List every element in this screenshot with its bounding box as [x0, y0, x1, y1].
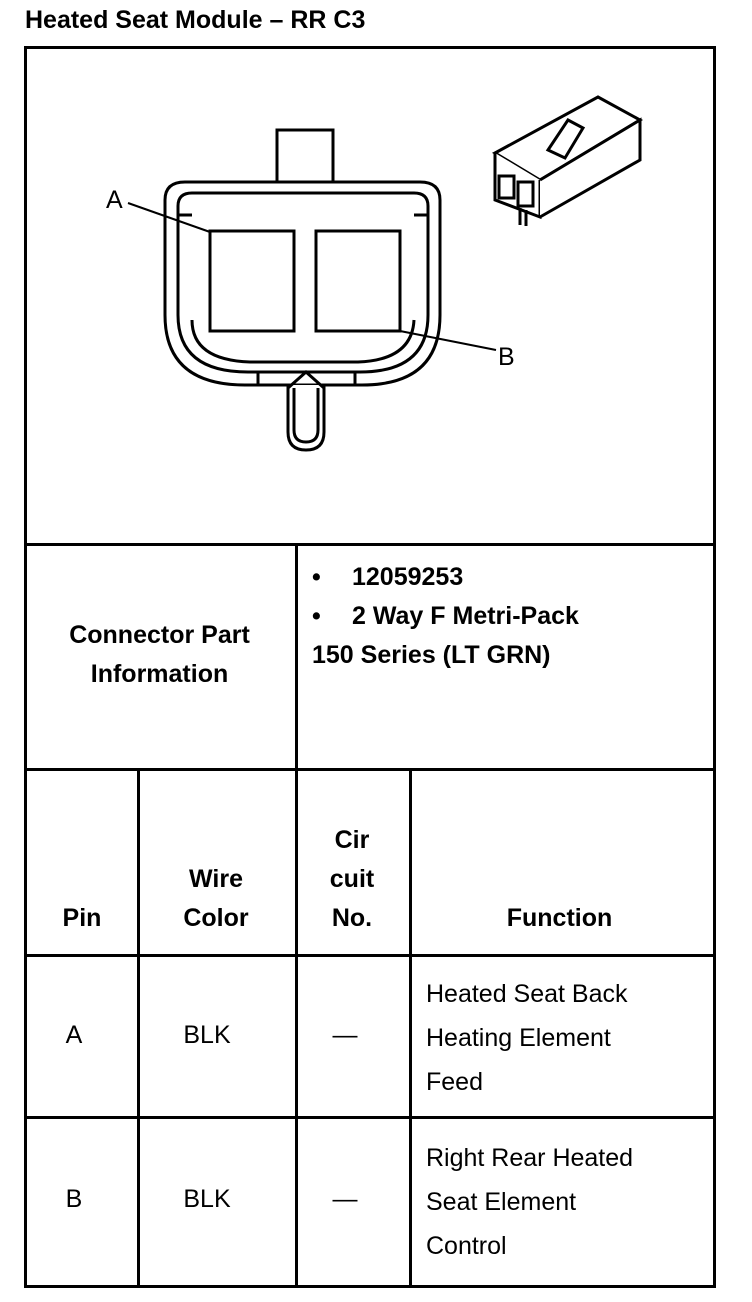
divider-info-vertical — [295, 543, 298, 768]
page-title: Heated Seat Module – RR C3 — [25, 6, 366, 34]
part-number-item — [312, 558, 702, 597]
header-wire-line1: Wire — [189, 865, 243, 893]
header-circuit-line3: No. — [331, 904, 373, 932]
row-b-function-line3: Control — [426, 1232, 507, 1260]
row-b-pin: B — [65, 1185, 83, 1213]
bullet-icon: • — [312, 602, 321, 630]
pin-a-callout: A — [106, 186, 123, 214]
header-circuit-line2: cuit — [329, 865, 375, 893]
row-a-pin: A — [65, 1021, 83, 1049]
connector-type-item — [312, 597, 702, 636]
header-pin: Pin — [62, 904, 102, 932]
bullet-icon: • — [312, 563, 321, 591]
header-wire-color — [137, 860, 295, 938]
row-a-function-line1: Heated Seat Back — [426, 980, 628, 1008]
divider-row-a — [27, 1116, 713, 1119]
row-a-function — [426, 972, 710, 1104]
row-b-function-line1: Right Rear Heated — [426, 1144, 634, 1172]
row-b-function — [426, 1136, 710, 1268]
header-wire-line2: Color — [183, 904, 249, 932]
connector-info-label-line1: Connector Part — [69, 621, 250, 649]
divider-col-3 — [409, 768, 412, 1285]
row-a-function-line3: Feed — [426, 1068, 483, 1096]
pin-b-callout: B — [498, 343, 515, 371]
divider-info — [27, 768, 713, 771]
connector-info-label — [27, 616, 292, 694]
row-a-circuit: — — [332, 1021, 358, 1049]
row-b-wire: BLK — [183, 1185, 231, 1213]
divider-header — [27, 954, 713, 957]
header-function: Function — [506, 904, 613, 932]
divider-diagram — [27, 543, 713, 546]
connector-info-value — [312, 558, 702, 675]
header-circuit-no — [295, 821, 409, 938]
row-b-function-line2: Seat Element — [426, 1188, 577, 1216]
row-a-function-line2: Heating Element — [426, 1024, 611, 1052]
connector-series: 150 Series (LT GRN) — [312, 641, 551, 669]
connector-info-label-line2: Information — [90, 660, 229, 688]
connector-type: 2 Way F Metri-Pack — [352, 602, 579, 630]
header-circuit-line1: Cir — [334, 826, 370, 854]
row-b-circuit: — — [332, 1185, 358, 1213]
part-number: 12059253 — [352, 563, 464, 591]
row-a-wire: BLK — [183, 1021, 231, 1049]
